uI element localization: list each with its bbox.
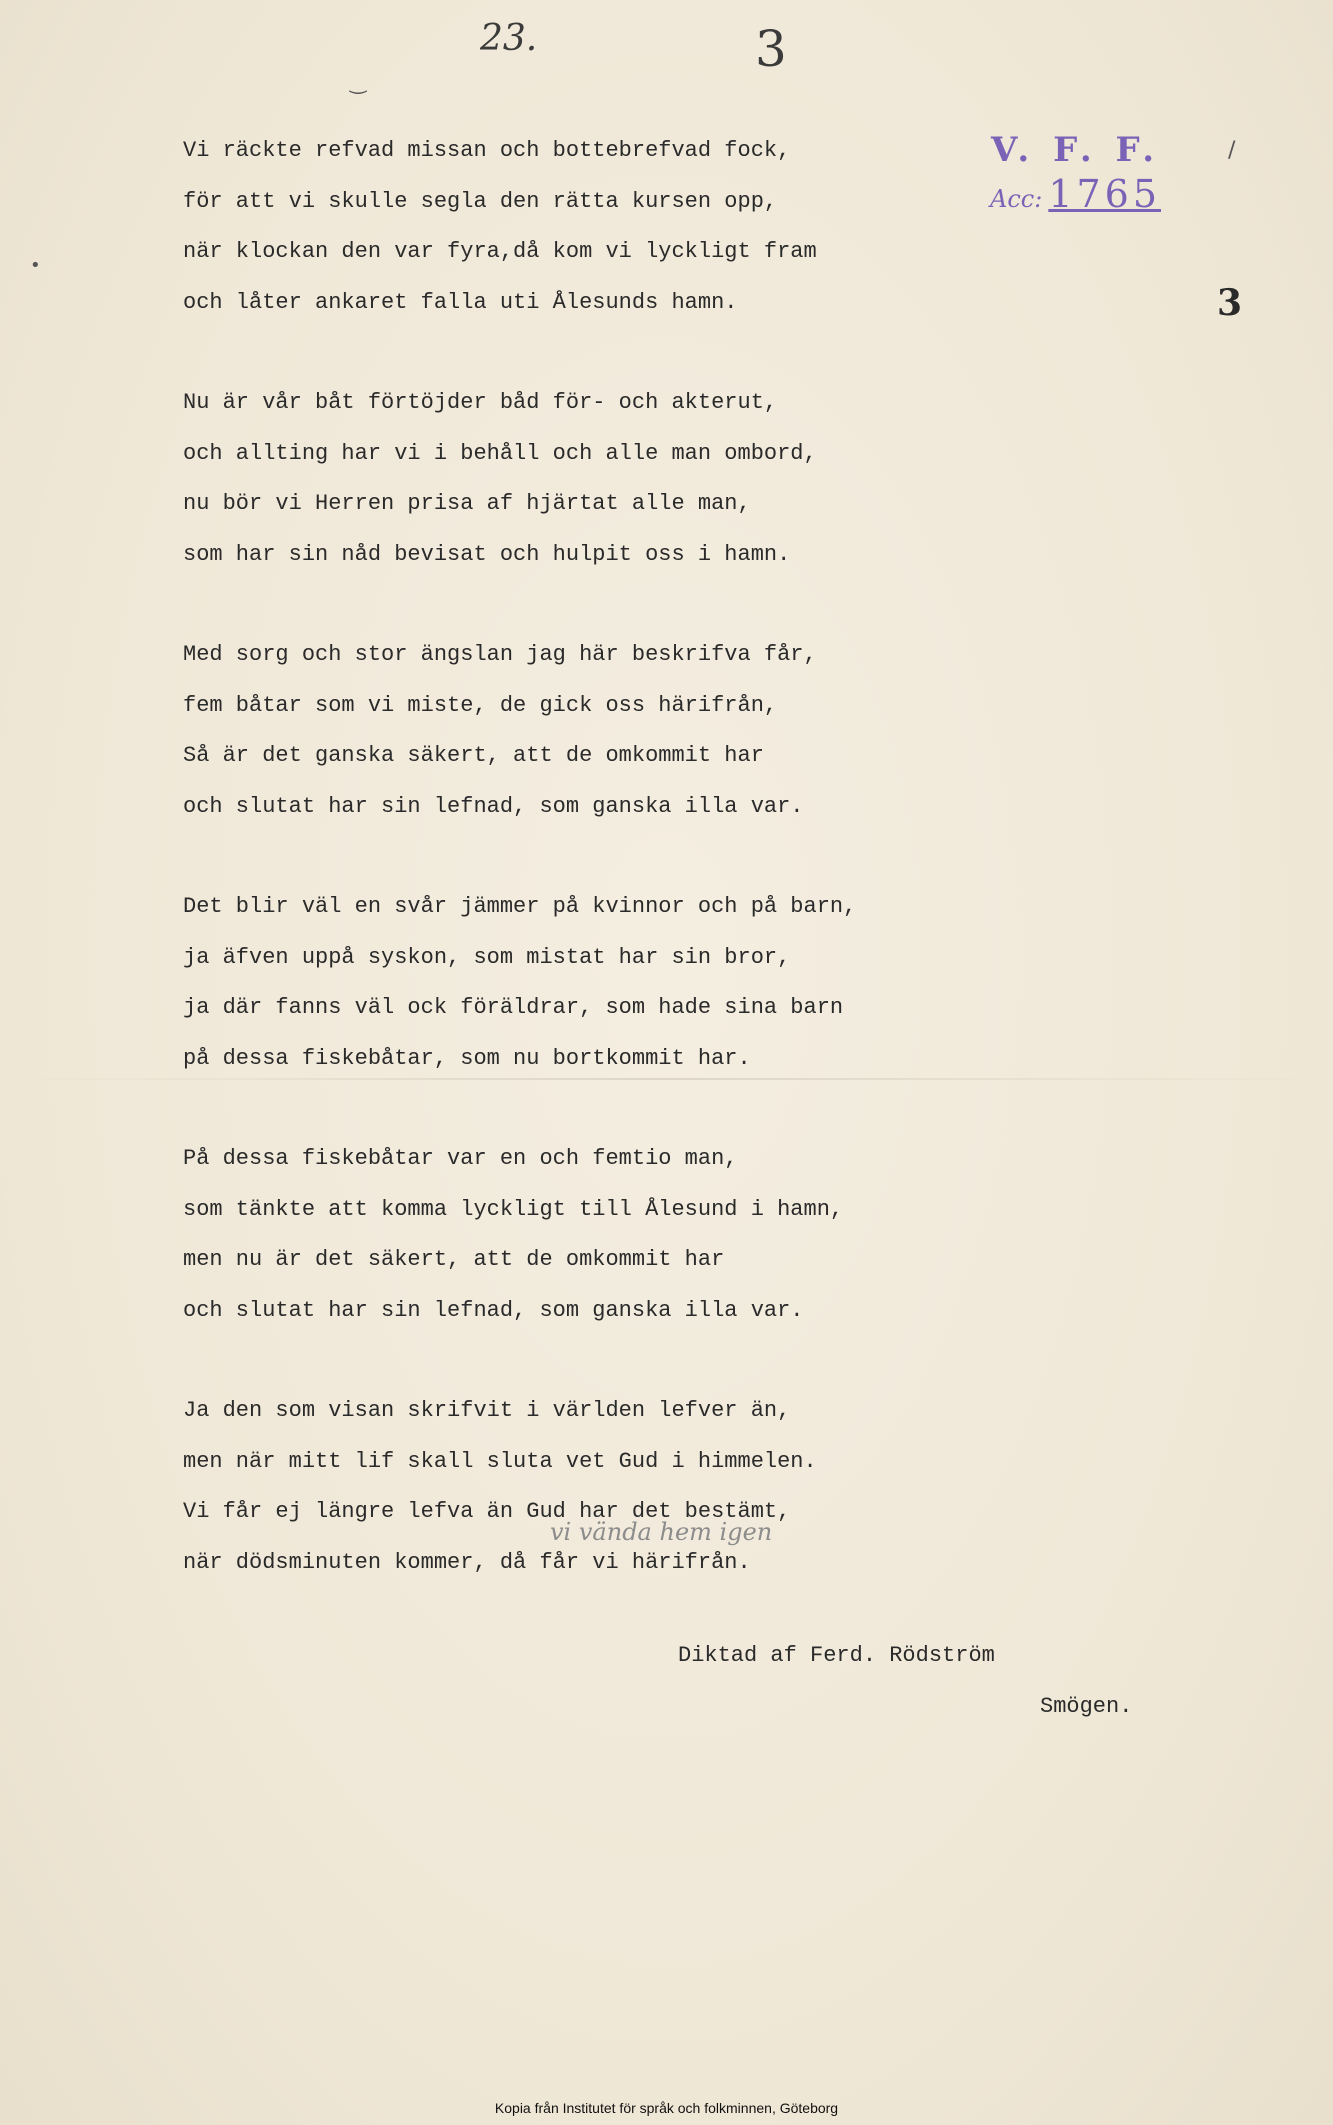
poem-line: Så är det ganska säkert, att de omkommit har (183, 743, 764, 768)
poem-line: och slutat har sin lefnad, som ganska illa var. (183, 1297, 804, 1323)
stanza (183, 378, 1183, 580)
poem-line: fem båtar som vi miste, de gick oss härifrån, (183, 692, 778, 718)
stanza (183, 630, 1183, 832)
poem-line: På dessa fiskebåtar var en och femtio man, (183, 1146, 738, 1171)
stamp-acc-number: 1765 (1048, 172, 1162, 216)
stanza (183, 1134, 1183, 1336)
poem-line: på dessa fiskebåtar, som nu bortkommit har. (183, 1045, 751, 1071)
stray-mark: ‿ (350, 70, 367, 94)
stray-mark: / (1228, 138, 1236, 163)
poem-line: ja äfven uppå syskon, som mistat har sin bror, (183, 944, 791, 970)
poem-line: nu bör vi Herren prisa af hjärtat alle man, (183, 491, 751, 516)
poem-line: Det blir väl en svår jämmer på kvinnor och på barn, (183, 894, 857, 919)
poem-line: när klockan den var fyra,då kom vi lyckligt fram (183, 239, 817, 264)
poem-line: för att vi skulle segla den rätta kursen opp, (183, 188, 778, 214)
poem-line: och låter ankaret falla uti Ålesunds hamn. (183, 289, 738, 315)
poem-line: Nu är vår båt förtöjder båd för- och akterut, (183, 390, 778, 415)
poem-line: som har sin nåd bevisat och hulpit oss i hamn. (183, 541, 791, 567)
poem-line: och slutat har sin lefnad, som ganska illa var. (183, 793, 804, 819)
author-place: Smögen. (1040, 1694, 1133, 1719)
poem-line: Med sorg och stor ängslan jag här beskrifva får, (183, 642, 817, 667)
poem-line: men när mitt lif skall sluta vet Gud i himmelen. (183, 1448, 817, 1474)
stamp-acc-label: Acc: (990, 185, 1043, 213)
poem-line: som tänkte att komma lyckligt till Ålesund i hamn, (183, 1196, 844, 1222)
stanza (183, 126, 1183, 328)
margin-number: 3 (1217, 282, 1243, 324)
poem (183, 126, 1183, 1638)
stamp-title: V. F. F. (990, 130, 1161, 170)
archive-footer: Kopia från Institutet för språk och folkminnen, Göteborg (494, 2100, 839, 2116)
stanza (183, 882, 1183, 1084)
poem-line: ja där fanns väl ock föräldrar, som hade sina barn (183, 995, 844, 1020)
poem-line: när dödsminuten kommer, då får vi härifrån. (183, 1549, 751, 1575)
poem-line: Vi räckte refvad missan och bottebrefvad fock, (183, 138, 791, 163)
poem-line: och allting har vi i behåll och alle man ombord, (183, 440, 817, 466)
folio-number: 23. (480, 18, 538, 59)
stray-mark: • (30, 255, 41, 276)
poem-line: men nu är det säkert, att de omkommit har (183, 1247, 725, 1272)
poem-line: Vi får ej längre lefva än Gud har det bestämt, (183, 1499, 791, 1524)
stanza (183, 1386, 1183, 1588)
page-number: 3 (755, 20, 787, 78)
poem-line: Ja den som visan skrifvit i världen lefver än, (183, 1398, 791, 1423)
handwritten-annotation: vi vända hem igen (550, 1518, 773, 1546)
author-signature: Diktad af Ferd. Rödström (678, 1643, 995, 1668)
